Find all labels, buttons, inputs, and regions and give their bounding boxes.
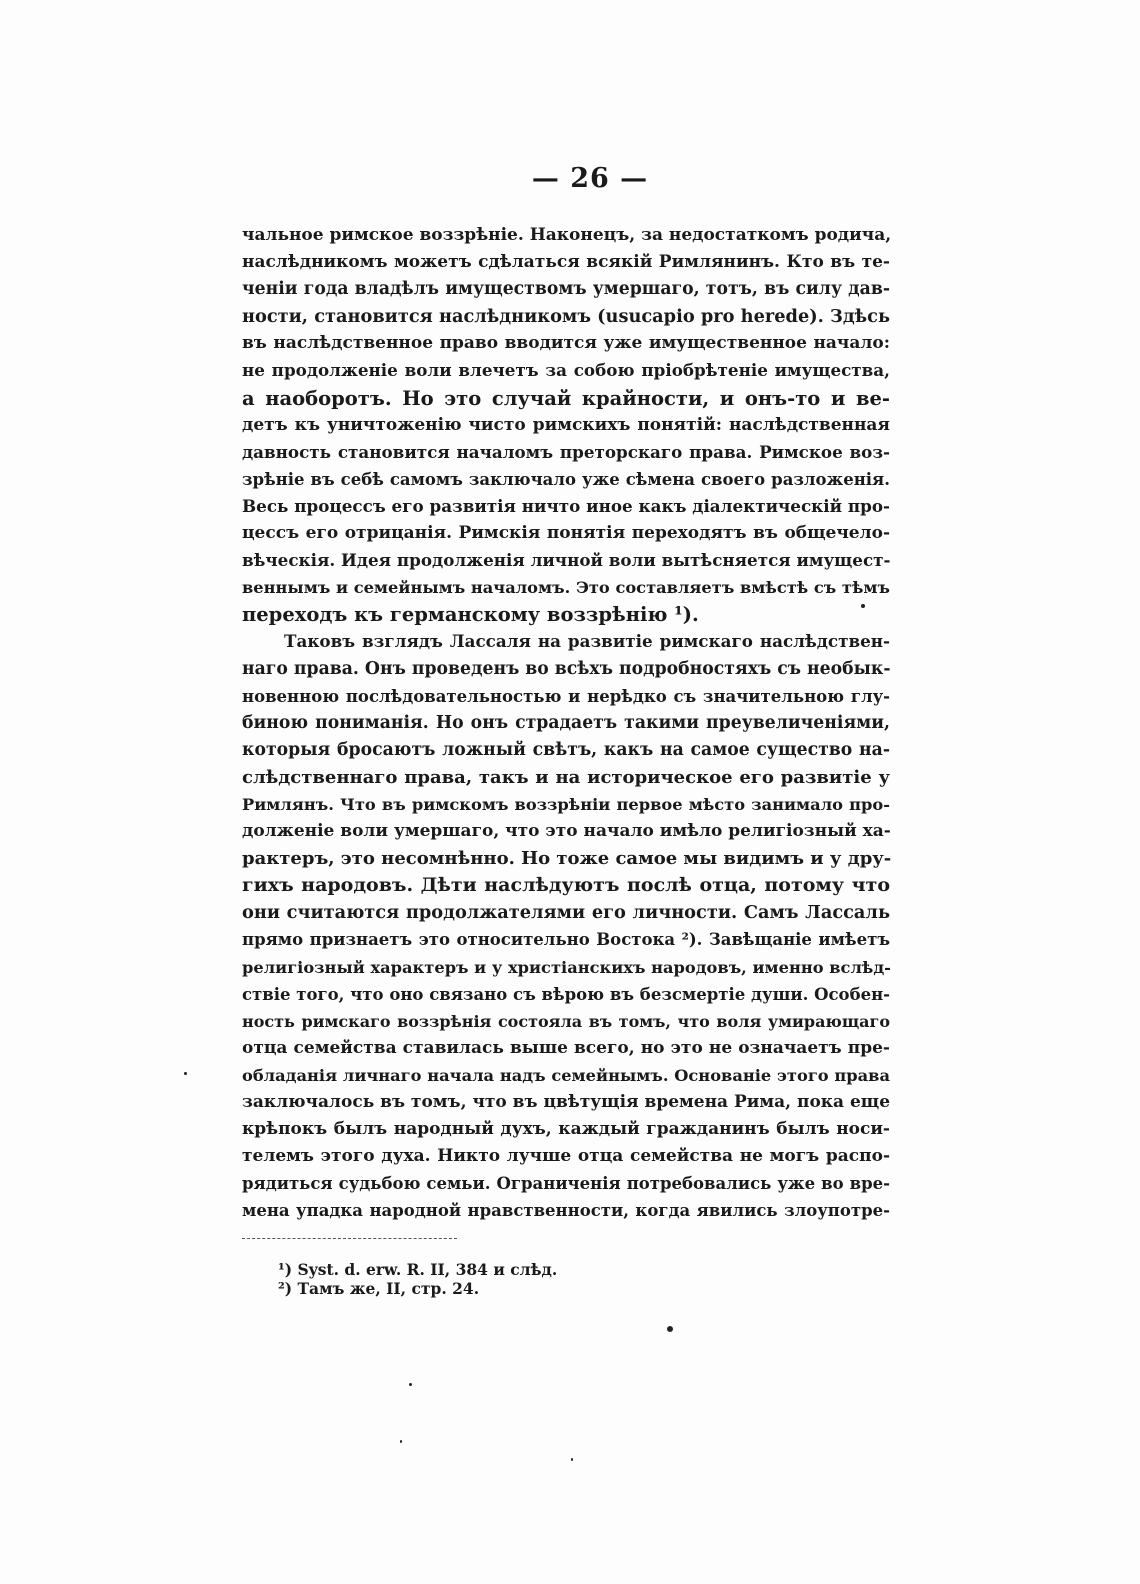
text-line: Весь процессъ его развитія ничто иное какъ діалектическій про- (242, 495, 890, 516)
text-line: они считаются продолжателями его личности. Самъ Лассаль (242, 902, 890, 924)
footnote-2: ²) Тамъ же, II, стр. 24. (278, 1279, 480, 1298)
text-line: долженіе воли умершаго, что это начало имѣло религіозный ха- (242, 821, 891, 842)
scan-speck (667, 1326, 673, 1332)
text-line: переходъ къ германскому воззрѣнію ¹). (242, 603, 699, 627)
paragraph-start-line: Таковъ взглядъ Лассаля на развитіе римскаго наслѣдствен- (284, 631, 890, 652)
text-line: не продолженіе воли влечетъ за собою пріобрѣтеніе имущества, (242, 360, 890, 381)
page-number: — 26 — (531, 163, 649, 194)
text-line: давность становится началомъ преторскаго права. Римское воз- (242, 441, 890, 462)
text-line: а наоборотъ. Но это случай крайности, и онъ-то и ве- (242, 386, 890, 410)
text-line: цессъ его отрицанія. Римскія понятія переходятъ въ общечело- (242, 523, 890, 544)
text-line: детъ къ уничтоженію чисто римскихъ понятій: наслѣдственная (242, 414, 890, 435)
text-line: крѣпокъ былъ народный духъ, каждый гражданинъ былъ носи- (242, 1119, 890, 1140)
text-line: ности, становится наслѣдникомъ (usucapio pro herede). Здѣсь (242, 306, 890, 328)
text-line: ность римскаго воззрѣнія состояла въ томъ, что воля умирающаго (242, 1011, 890, 1031)
text-line: обладанія личнаго начала надъ семейнымъ. Основаніе этого права (242, 1065, 890, 1085)
text-line: новенною послѣдовательностью и нерѣдко съ значительною глу- (242, 686, 890, 706)
text-line: рядиться судьбою семьи. Ограниченія потребовались уже во вре- (242, 1174, 890, 1194)
footnotes (278, 1260, 778, 1298)
text-line: веннымъ и семейнымъ началомъ. Это составляетъ вмѣстѣ съ тѣмъ (242, 578, 890, 598)
text-line: религіозный характеръ и у христіанскихъ народовъ, именно вслѣд- (242, 957, 891, 977)
scan-speck (861, 604, 865, 608)
footnote-1: ¹) Syst. d. erw. R. II, 384 и слѣд. (278, 1260, 558, 1279)
scan-speck (571, 1458, 573, 1461)
body-text (242, 222, 890, 1224)
text-line: которыя бросаютъ ложный свѣтъ, какъ на самое существо на- (242, 739, 890, 760)
text-line: слѣдственнаго права, такъ и на историческое его развитіе у (242, 766, 890, 788)
text-line: заключалось въ томъ, что въ цвѣтущія времена Рима, пока еще (242, 1092, 891, 1112)
text-line: Римлянъ. Что въ римскомъ воззрѣніи первое мѣсто занимало про- (242, 794, 890, 814)
text-line: зрѣніе въ себѣ самомъ заключало уже сѣмена своего разложенія. (242, 469, 890, 489)
text-line: телемъ этого духа. Никто лучше отца семейства не могъ распо- (242, 1146, 890, 1167)
footnote-divider (242, 1238, 457, 1239)
text-line: вѣческія. Идея продолженія личной воли вытѣсняется имущест- (242, 550, 891, 571)
text-line: наслѣдникомъ можетъ сдѣлаться всякій Римлянинъ. Кто въ те- (242, 252, 890, 273)
text-line: ствіе того, что оно связано съ вѣрою въ безсмертіе души. Особен- (242, 984, 890, 1004)
text-line: въ наслѣдственное право вводится уже имущественное начало: (242, 333, 890, 354)
scan-speck (184, 1072, 187, 1075)
text-line: чальное римское воззрѣніе. Наконецъ, за недостаткомъ родича, (242, 225, 892, 245)
text-line: биною пониманія. Но онъ страдаетъ такими преувеличеніями, (242, 712, 890, 733)
text-line: прямо признаетъ это относительно Востока ²). Завѣщаніе имѣетъ (242, 930, 890, 950)
text-line: наго права. Онъ проведенъ во всѣхъ подробностяхъ съ необык- (242, 658, 891, 679)
text-line: ченіи года владѣлъ имуществомъ умершаго, тотъ, въ силу дав- (242, 279, 890, 300)
text-line: мена упадка народной нравственности, когда явились злоупотре- (242, 1201, 890, 1221)
text-line: гихъ народовъ. Дѣти наслѣдуютъ послѣ отца, потому что (242, 874, 890, 897)
scan-speck (400, 1440, 402, 1443)
text-line: рактеръ, это несомнѣнно. Но тоже самое мы видимъ и у дру- (242, 848, 892, 870)
scan-speck (409, 1383, 412, 1386)
text-line: отца семейства ставилась выше всего, но это не означаетъ пре- (242, 1037, 890, 1058)
